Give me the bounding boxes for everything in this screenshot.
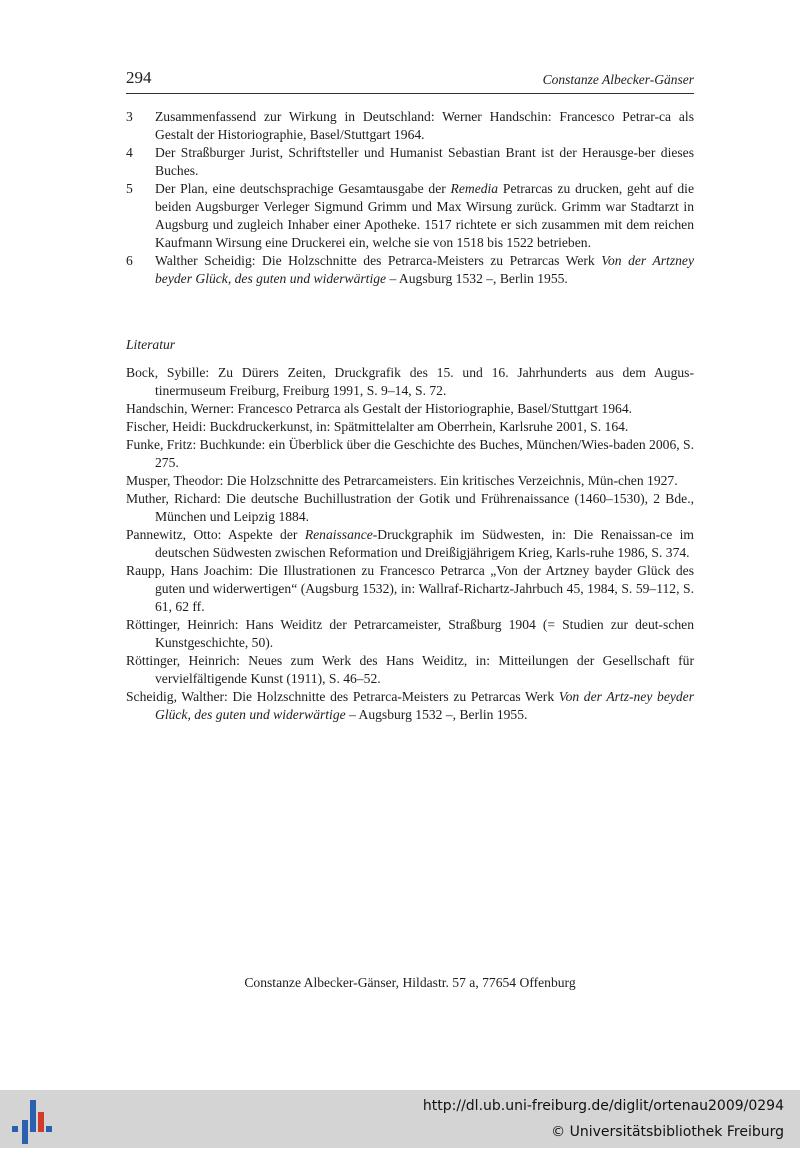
- literature-heading: Literatur: [126, 337, 176, 352]
- footnote: [126, 180, 694, 252]
- footnote: [126, 108, 694, 144]
- ub-freiburg-logo-icon: [10, 1098, 54, 1144]
- literature-entry: Muther, Richard: Die deutsche Buchillustration der Gotik und Frührenaissance (1460–1530), 2 Bde., München und Leipzig 1884.: [126, 491, 694, 524]
- footnote-text: Der Straßburger Jurist, Schriftsteller und Humanist Sebastian Brant ist der Herausge-ber dieses Buches.: [155, 145, 694, 178]
- emphasis: Remedia: [450, 181, 499, 196]
- footnote-text: Walther Scheidig: Die Holzschnitte des Petrarca-Meisters zu Petrarcas Werk Von der Artzney beyder Glück, des guten und widerwärtige – Augsburg 1532 –, Berlin 1955.: [155, 253, 694, 286]
- literature-list: [126, 364, 694, 724]
- literature-entry: Fischer, Heidi: Buckdruckerkunst, in: Spätmittelalter am Oberrhein, Karlsruhe 2001, S. 164.: [126, 419, 629, 434]
- literature-entry: Pannewitz, Otto: Aspekte der Renaissance-Druckgraphik im Südwesten, in: Die Renaissan-ce im deutschen Südwesten zwischen Reformation und Dreißigjährigem Krieg, Karls-ruhe 1986, S. 374.: [126, 527, 695, 560]
- running-head: Constanze Albecker-Gänser: [542, 72, 694, 87]
- author-address: Constanze Albecker-Gänser, Hildastr. 57 a, 77654 Offenburg: [244, 975, 576, 990]
- literature-entry: Röttinger, Heinrich: Neues zum Werk des Hans Weiditz, in: Mitteilungen der Gesellschaft für vervielfältigende Kunst (1911), S. 46–52.: [126, 653, 694, 686]
- footnote: [126, 144, 694, 180]
- page-header: [126, 68, 694, 92]
- footnote-text: Zusammenfassend zur Wirkung in Deutschland: Werner Handschin: Francesco Petrar-ca als Gestalt der Historiographie, Basel/Stuttgart 1964.: [155, 109, 694, 142]
- footnotes: [126, 108, 694, 288]
- footnote: [126, 252, 694, 288]
- footnote-number: 5: [126, 181, 133, 196]
- emphasis: Von der Artzney beyder Glück, des guten und widerwärtige: [155, 253, 694, 286]
- footnote-number: 3: [126, 109, 133, 124]
- literature-entry: Bock, Sybille: Zu Dürers Zeiten, Druckgrafik des 15. und 16. Jahrhunderts aus dem Augus-tinermuseum Freiburg, Freiburg 1991, S. 9–14, S. 72.: [126, 365, 694, 398]
- footnote-number: 6: [126, 253, 133, 268]
- literature-entry: Scheidig, Walther: Die Holzschnitte des Petrarca-Meisters zu Petrarcas Werk Von der Artz-ney beyder Glück, des guten und widerwärtige – Augsburg 1532 –, Berlin 1955.: [126, 689, 695, 722]
- literature-entry: Röttinger, Heinrich: Hans Weiditz der Petrarcameister, Straßburg 1904 (= Studien zur deut-schen Kunstgeschichte, 50).: [126, 617, 694, 650]
- header-rule: [126, 93, 694, 94]
- literature-entry: Handschin, Werner: Francesco Petrarca als Gestalt der Historiographie, Basel/Stuttgart 1964.: [126, 401, 633, 416]
- footnote-number: 4: [126, 145, 133, 160]
- literature-entry: Funke, Fritz: Buchkunde: ein Überblick über die Geschichte des Buches, München/Wies-baden 2006, S. 275.: [126, 437, 694, 470]
- literature-entry: Musper, Theodor: Die Holzschnitte des Petrarcameisters. Ein kritisches Verzeichnis, Mün-chen 1927.: [126, 473, 678, 488]
- page-number: 294: [126, 68, 152, 87]
- footnote-text: Der Plan, eine deutschsprachige Gesamtausgabe der Remedia Petrarcas zu drucken, geht auf die beiden Augsburger Verleger Sigmund Grimm und Max Wirsung zurück. Grimm war Stadtarzt in Augsburg und zugleich Inhaber einer Apotheke. 1517 richtete er sich zusammen mit dem reichen Kaufmann Wirsung eine Druckerei ein, welche sie von 1518 bis 1522 betrieben.: [155, 181, 694, 250]
- permalink-url[interactable]: http://dl.ub.uni-freiburg.de/diglit/ortenau2009/0294: [422, 1098, 784, 1114]
- emphasis: Von der Artz-ney beyder Glück, des guten und widerwärtige: [155, 689, 695, 722]
- literature-entry: Raupp, Hans Joachim: Die Illustrationen zu Francesco Petrarca „Von der Artzney bayder Glück des guten und widerwertigen“ (Augsburg 1532), in: Wallraf-Richartz-Jahrbuch 45, 1984, S. 59–112, S. 61, 62 ff.: [126, 563, 694, 614]
- copyright-notice: © Universitätsbibliothek Freiburg: [551, 1124, 784, 1140]
- emphasis: Renaissance: [304, 527, 373, 542]
